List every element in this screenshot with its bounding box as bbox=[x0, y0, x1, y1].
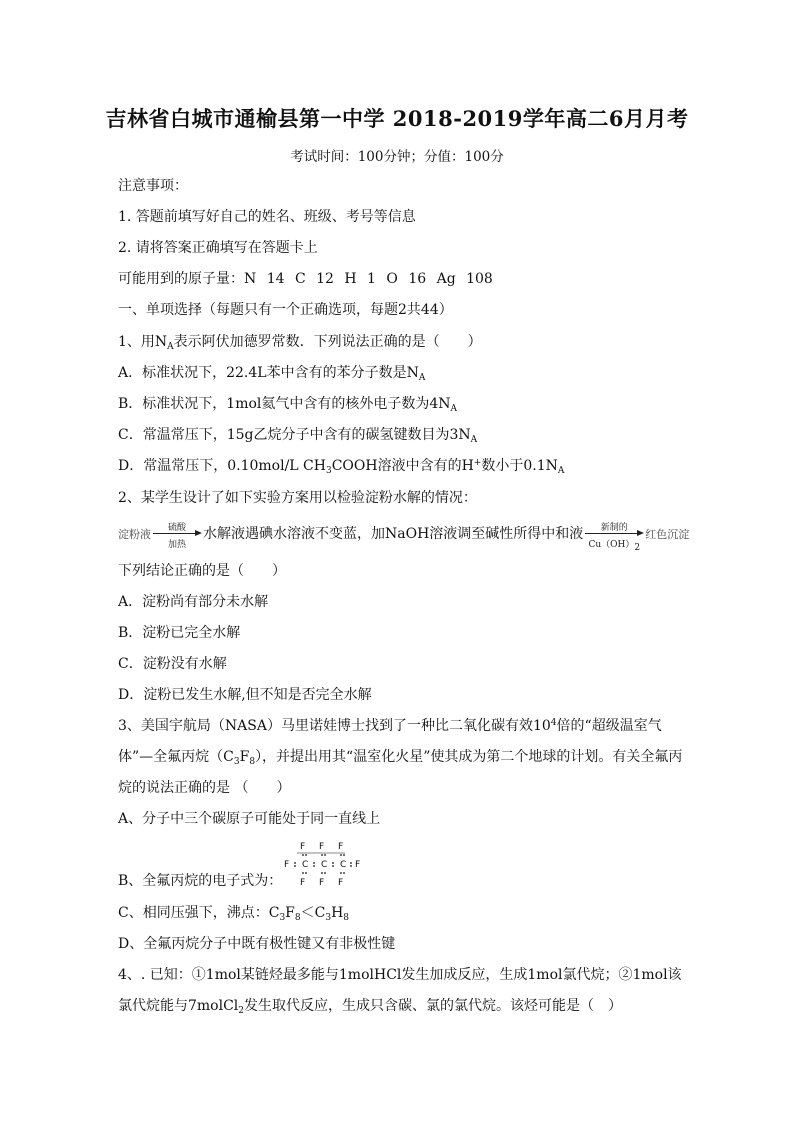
notes-item-1: 1. 答题前填写好自己的姓名、班级、考号等信息 bbox=[118, 209, 416, 225]
section-heading: 一、单项选择（每题只有一个正确选项，每题2共44） bbox=[118, 302, 453, 318]
q3-stem-line-1: 3、美国宇航局（NASA）马里诺娃博士找到了一种比二氧化碳有效$10^4$倍的“超级温室气 bbox=[118, 718, 662, 734]
q3-stem-line-2: 体”—全氟丙烷$(C_3F_8)$，并提出用其“温室化火星”使其成为第二个地球的计划。有关全氟丙 bbox=[118, 749, 683, 767]
q1-option-c: C．常温常压下，15g乙烷分子中含有的碳氢键数目为$3N_A$ bbox=[118, 427, 478, 445]
lewis-f-bottom-2: F bbox=[319, 878, 325, 886]
q4-stem-line-2: 氯代烷能与7molCl$_2$发生取代反应，生成只含碳、氯的氯代烷。该烃可能是（ ） bbox=[118, 998, 623, 1016]
reaction-arrow-1: 硫酸 加热 bbox=[151, 524, 203, 544]
lewis-c-3: C bbox=[340, 860, 347, 870]
q3-stem-line-3: 烷的说法正确的是 （ ） bbox=[118, 780, 291, 796]
q1-option-b: B．标准状况下，1mol氦气中含有的核外电子数为$4N_A$ bbox=[118, 396, 458, 414]
q1-stem: 1、用$N_A$表示阿伏加德罗常数．下列说法正确的是（ ） bbox=[118, 334, 482, 352]
notes-heading: 注意事项： bbox=[118, 178, 188, 194]
lewis-f-top-3: F bbox=[338, 842, 344, 852]
q2-conclusion: 下列结论正确的是（ ） bbox=[118, 563, 286, 579]
scheme-start: 淀粉液 bbox=[118, 528, 151, 541]
notes-item-2: 2. 请将答案正确填写在答题卡上 bbox=[118, 240, 318, 256]
page-title: 吉林省白城市通榆县第一中学 2018-2019学年高二6月月考 bbox=[105, 106, 689, 131]
lewis-f-right: F bbox=[355, 860, 361, 870]
q3-option-b: B、全氟丙烷的电子式为： bbox=[118, 873, 283, 889]
q2-scheme bbox=[118, 523, 690, 553]
perfluoropropane-lewis-structure bbox=[283, 840, 363, 886]
q3-option-c: C、相同压强下，沸点：$C_3F_8<C_3H_8$ bbox=[118, 905, 350, 923]
lewis-f-bottom-1: F bbox=[300, 878, 306, 886]
q2-option-d: D．淀粉已发生水解,但不知是否完全水解 bbox=[118, 687, 372, 703]
lewis-c-2: C bbox=[321, 860, 328, 870]
reaction-arrow-2: 新制的 $Cu(OH)_2$ bbox=[583, 524, 645, 544]
lewis-c-1: C bbox=[302, 860, 309, 870]
atomic-mass-line: 可能用到的原子量：N 14 C 12 H 1 O 16 Ag 108 bbox=[118, 271, 493, 287]
scheme-end: 红色沉淀 bbox=[645, 528, 690, 541]
lewis-f-top-1: F bbox=[300, 842, 306, 852]
q2-option-b: B．淀粉已完全水解 bbox=[118, 625, 241, 641]
q3-option-d: D、全氟丙烷分子中既有极性键又有非极性键 bbox=[118, 936, 396, 952]
scheme-middle: 水解液遇碘水溶液不变蓝，加NaOH溶液调至碱性所得中和液 bbox=[203, 526, 584, 542]
lewis-f-top-2: F bbox=[319, 842, 325, 852]
q2-stem: 2、某学生设计了如下实验方案用以检验淀粉水解的情况： bbox=[118, 490, 477, 506]
lewis-f-left: F bbox=[284, 860, 290, 870]
lewis-f-bottom-3: F bbox=[338, 878, 344, 886]
q2-option-a: A．淀粉尚有部分未水解 bbox=[118, 594, 269, 610]
q1-option-d: D．常温常压下，0.10mol/L $CH_3COOH$溶液中含有的H+数小于$0.1N_A$ bbox=[118, 458, 565, 476]
q3-option-a: A、分子中三个碳原子可能处于同一直线上 bbox=[118, 811, 381, 827]
q4-stem-line-1: 4、. 已知：①1mol某链烃最多能与1molHCl发生加成反应，生成1mol氯代烷；②1mol该 bbox=[118, 967, 682, 983]
exam-info: 考试时间：100分钟；分值：100分 bbox=[290, 149, 504, 165]
lewis-structure-svg bbox=[283, 840, 363, 886]
q1-option-a: A．标准状况下，22.4L苯中含有的苯分子数是$N_A$ bbox=[118, 365, 426, 383]
q2-option-c: C．淀粉没有水解 bbox=[118, 656, 227, 672]
